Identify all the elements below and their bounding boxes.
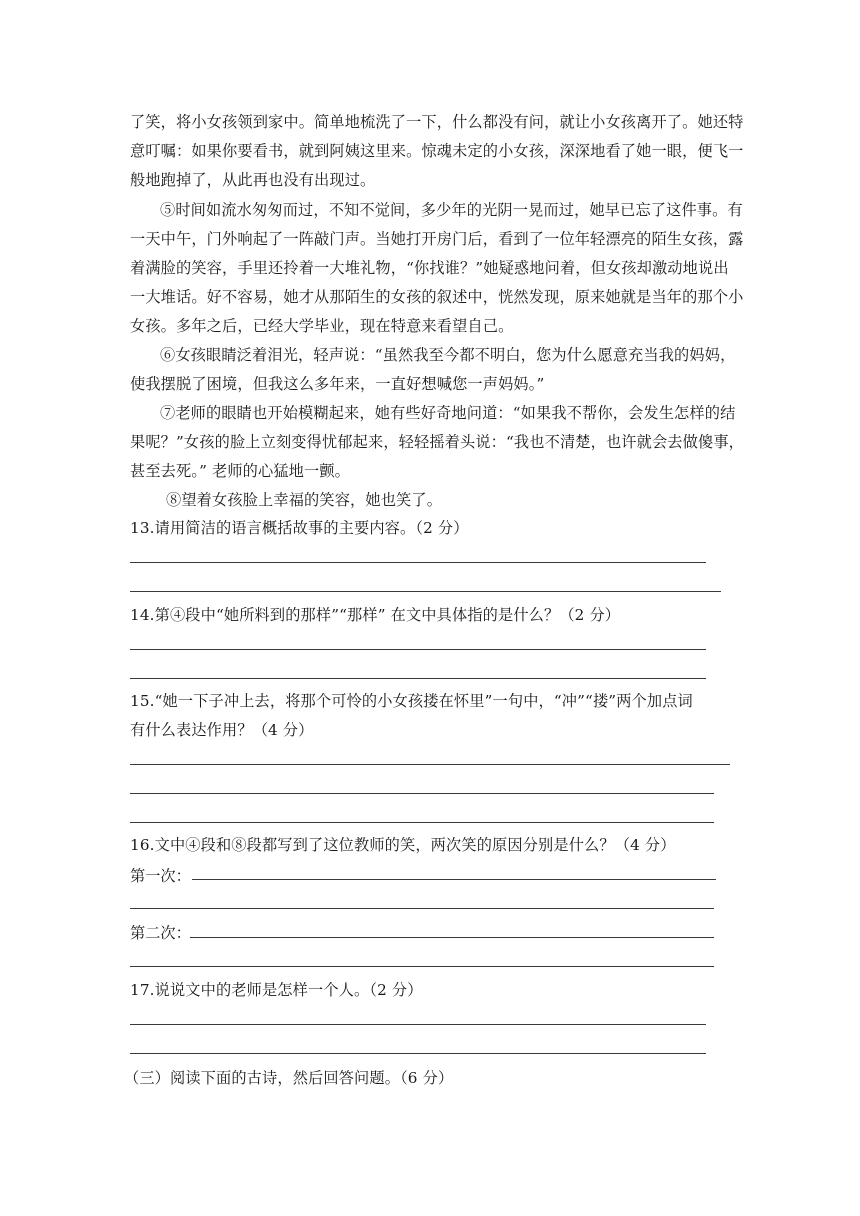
answer-line[interactable] <box>190 937 714 938</box>
answer-line[interactable] <box>130 793 714 794</box>
question-13: 13.请用简洁的语言概括故事的主要内容。（2 分） <box>130 519 469 537</box>
passage-paragraph-5-line: ⑤时间如流水匆匆而过，不知不觉间，多少年的光阴一晃而过，她早已忘了这件事。有 <box>160 201 743 219</box>
passage-line: 一大堆话。好不容易，她才从那陌生的女孩的叙述中，恍然发现，原来她就是当年的那个小 <box>130 288 744 306</box>
passage-line: 着满脸的笑容，手里还拎着一大堆礼物，“你找谁？”她疑惑地问着，但女孩却激动地说出 <box>130 259 729 277</box>
passage-paragraph-8: ⑧望着女孩脸上幸福的笑容，她也笑了。 <box>166 491 443 509</box>
second-time-label: 第二次： <box>130 924 191 942</box>
answer-line[interactable] <box>130 822 714 823</box>
passage-line: 使我摆脱了困境，但我这么多年来，一直好想喊您一声妈妈。” <box>130 375 545 393</box>
answer-line[interactable] <box>130 1053 706 1054</box>
answer-line[interactable] <box>130 966 714 967</box>
first-time-label: 第一次： <box>130 867 191 885</box>
answer-line[interactable] <box>130 678 706 679</box>
passage-line: 意叮嘱：如果你要看书，就到阿姨这里来。惊魂未定的小女孩，深深地看了她一眼，便飞一 <box>130 142 744 160</box>
passage-line: 般地跑掉了，从此再也没有出现过。 <box>130 171 376 189</box>
answer-line[interactable] <box>130 908 714 909</box>
question-15-line-1: 15.“她一下子冲上去，将那个可怜的小女孩搂在怀里”一句中，“冲”“搂”两个加点词 <box>130 692 693 710</box>
passage-line: 果呢？”女孩的脸上立刻变得忧郁起来，轻轻摇着头说：“我也不清楚，也许就会去做傻事， <box>130 433 744 451</box>
question-15-line-2: 有什么表达作用？（4 分） <box>130 721 314 739</box>
answer-line[interactable] <box>130 764 730 765</box>
passage-paragraph-6-line: ⑥女孩眼睛泛着泪光，轻声说：“虽然我至今都不明白，您为什么愿意充当我的妈妈， <box>160 346 736 364</box>
passage-line: 了笑，将小女孩领到家中。简单地梳洗了一下，什么都没有问，就让小女孩离开了。她还特 <box>130 113 744 131</box>
section-3-heading: （三）阅读下面的古诗，然后回答问题。（6 分） <box>124 1069 454 1087</box>
question-17: 17.说说文中的老师是怎样一个人。（2 分） <box>130 981 423 999</box>
passage-line: 甚至去死。” 老师的心猛地一颤。 <box>130 462 351 480</box>
passage-line: 女孩。多年之后，已经大学毕业，现在特意来看望自己。 <box>130 317 514 335</box>
question-14: 14.第④段中“她所料到的那样”“那样” 在文中具体指的是什么？（2 分） <box>130 606 621 624</box>
answer-line[interactable] <box>130 591 721 592</box>
passage-paragraph-7-line: ⑦老师的眼睛也开始模糊起来，她有些好奇地问道：“如果我不帮你，会发生怎样的结 <box>160 404 736 422</box>
answer-line[interactable] <box>130 649 706 650</box>
passage-line: 一天中午，门外响起了一阵敲门声。当她打开房门后，看到了一位年轻漂亮的陌生女孩，露 <box>130 230 744 248</box>
answer-line[interactable] <box>192 879 716 880</box>
answer-line[interactable] <box>130 562 706 563</box>
question-16: 16.文中④段和⑧段都写到了这位教师的笑，两次笑的原因分别是什么？（4 分） <box>130 836 676 854</box>
answer-line[interactable] <box>130 1024 706 1025</box>
